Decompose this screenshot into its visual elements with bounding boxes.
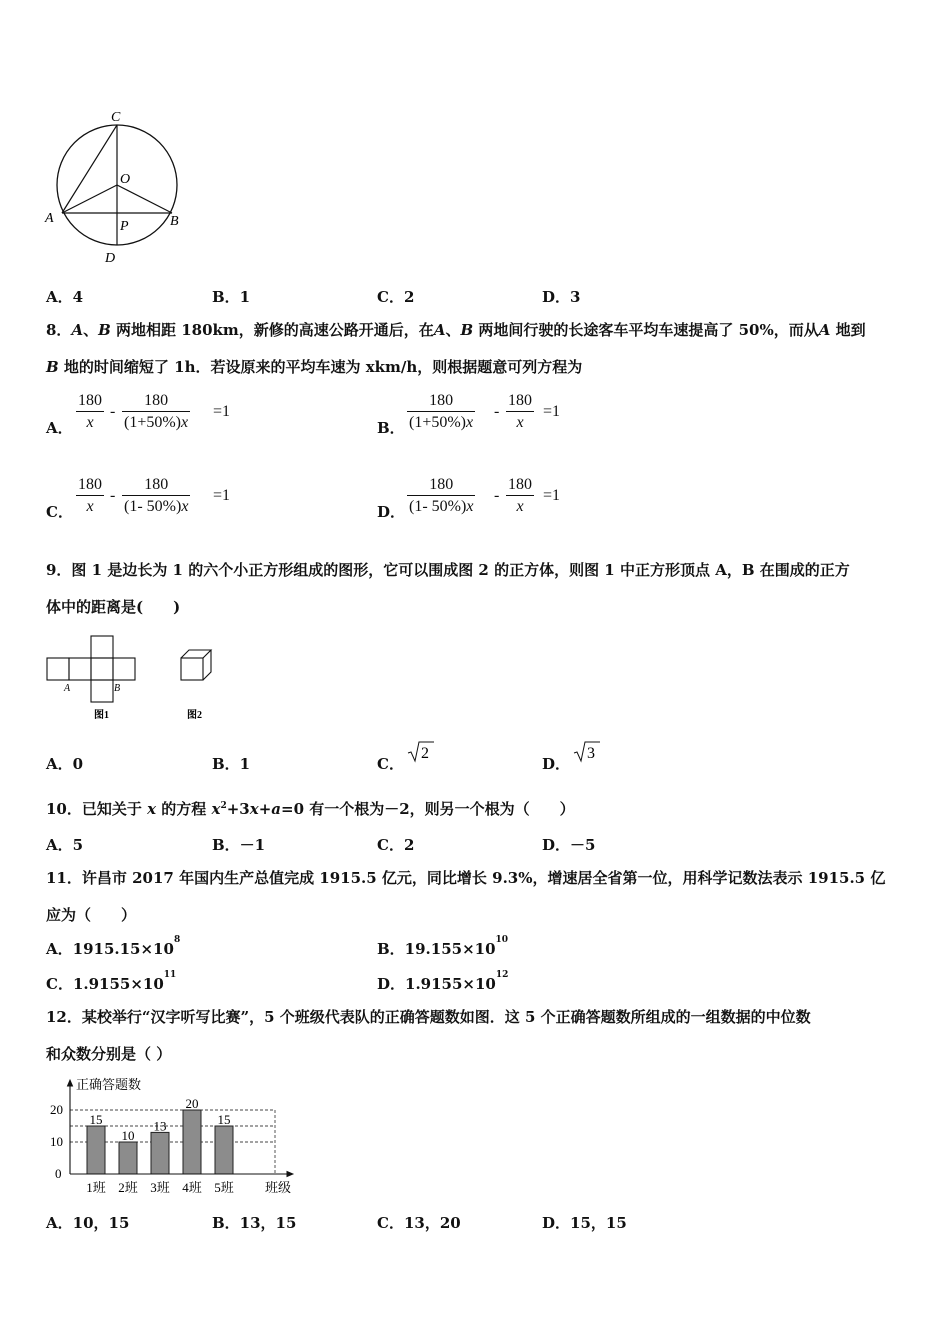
q8-b-frac2: $\frac{180}{x}$ <box>506 391 534 434</box>
q9-question-line1: 9．图 1 是边长为 1 的六个小正方形组成的图形，它可以围成图 2 的正方体，则图 1 中正方形顶点 A，B 在围成的正方 <box>46 561 850 579</box>
q8-c-frac2: $\frac{180}{(1- 50\%)x}$ <box>122 475 190 518</box>
q8-d-eq: =1 <box>543 487 561 504</box>
q11-option-a[interactable]: A．$1915.15\times 10^8$ <box>46 935 181 958</box>
svg-text:2: 2 <box>421 745 429 762</box>
q12-option-d[interactable]: D．15，15 <box>542 1214 627 1232</box>
bar-value-label: 15 <box>217 1112 231 1127</box>
q12-option-a[interactable]: A．10，15 <box>46 1214 130 1232</box>
bar-1 <box>87 1126 105 1174</box>
q7-option-b[interactable]: B．1 <box>212 288 251 306</box>
y-tick-10: 10 <box>50 1134 63 1149</box>
fig2-label: 图2 <box>187 710 202 721</box>
q8-d-minus: - <box>494 487 500 504</box>
q10-question: 10．已知关于 x 的方程 $x^2+3x+a=0$ 有一个根为－2，则另一个根为（ ） <box>46 800 575 818</box>
sqrt3 <box>572 740 602 764</box>
q9-option-b[interactable]: B．1 <box>212 755 251 773</box>
fig1-label: 图1 <box>94 710 109 721</box>
bar-4 <box>183 1110 201 1174</box>
bar-value-label: 20 <box>185 1096 199 1111</box>
label-c: C <box>111 110 121 125</box>
y-tick-0: 0 <box>55 1166 62 1181</box>
q11-option-c[interactable]: C．$1.9155\times 10^{11}$ <box>46 970 177 993</box>
q8-c-eq: =1 <box>213 487 231 504</box>
q12-question-line1: 12．某校举行“汉字听写比赛”，5 个班级代表队的正确答题数如图．这 5 个正确答题数所组成的一组数据的中位数 <box>46 1008 811 1026</box>
q9-option-d[interactable]: D． <box>542 755 571 773</box>
label-a: A <box>45 211 54 226</box>
q8-question-line1: 8．A、B 两地相距 180km，新修的高速公路开通后，在A、B 两地间行驶的长途客车平均车速提高了 50%，而从A 地到 <box>46 321 866 339</box>
q11-question-line1: 11．许昌市 2017 年国内生产总值完成 1915.5 亿元，同比增长 9.3%，增速居全省第一位，用科学记数法表示 1915.5 亿 <box>46 869 886 887</box>
q8-b-minus: - <box>494 403 500 420</box>
x-axis-label: 班级 <box>265 1180 292 1195</box>
net-point-a: A <box>64 683 71 694</box>
bar-value-label: 15 <box>89 1112 103 1127</box>
label-p: P <box>120 219 129 234</box>
q10-option-c[interactable]: C．2 <box>377 836 415 854</box>
x-tick-label: 5班 <box>214 1180 234 1195</box>
q8-a-frac1: $\frac{180}{x}$ <box>76 391 104 434</box>
q8-a-minus: - <box>110 403 116 420</box>
chart-ticks <box>50 1102 234 1195</box>
q8-b-eq: =1 <box>543 403 561 420</box>
label-b: B <box>170 214 179 229</box>
bar-3 <box>151 1132 169 1174</box>
q7-option-a[interactable]: A．4 <box>46 288 84 306</box>
q9-figures <box>44 632 234 724</box>
q8-option-d-letter[interactable]: D． <box>377 503 406 521</box>
x-tick-label: 3班 <box>150 1180 170 1195</box>
sqrt2 <box>406 740 436 764</box>
q8-d-frac1: $\frac{180}{(1- 50\%)x}$ <box>407 475 475 518</box>
q8-option-c-letter[interactable]: C． <box>46 503 73 521</box>
q8-c-frac1: $\frac{180}{x}$ <box>76 475 104 518</box>
bar-value-label: 13 <box>153 1118 167 1134</box>
q9-question-line2: 体中的距离是( ) <box>46 598 181 616</box>
q12-option-c[interactable]: C．13，20 <box>377 1214 461 1232</box>
segment-ob <box>117 185 172 213</box>
q12-option-b[interactable]: B．13，15 <box>212 1214 297 1232</box>
q11-option-b[interactable]: B．$19.155\times 10^{10}$ <box>377 935 509 958</box>
q9-option-a[interactable]: A．0 <box>46 755 84 773</box>
q8-question-line2: B 地的时间缩短了 1h．若设原来的平均车速为 xkm/h，则根据题意可列方程为 <box>46 358 583 376</box>
label-d: D <box>105 251 116 266</box>
q7-option-d[interactable]: D．3 <box>542 288 581 306</box>
q10-option-a[interactable]: A．5 <box>46 836 84 854</box>
q7-option-c[interactable]: C．2 <box>377 288 415 306</box>
y-tick-20: 20 <box>50 1102 63 1117</box>
x-tick-label: 4班 <box>182 1180 202 1195</box>
label-o: O <box>120 172 131 187</box>
cube-figure <box>181 650 211 680</box>
cube-net <box>47 636 135 702</box>
bar-value-label: 10 <box>121 1128 135 1143</box>
bar-2 <box>119 1142 137 1174</box>
q11-option-d[interactable]: D．$1.9155\times 10^{12}$ <box>377 970 509 993</box>
net-point-b: B <box>114 683 121 694</box>
q9-option-c[interactable]: C． <box>377 755 404 773</box>
x-tick-label: 2班 <box>118 1180 138 1195</box>
y-axis-label: 正确答题数 <box>76 1077 142 1092</box>
segment-ac <box>62 125 117 213</box>
q8-option-a-letter[interactable]: A． <box>46 419 73 437</box>
svg-text:3: 3 <box>587 745 595 762</box>
x-tick-label: 1班 <box>86 1180 106 1195</box>
q11-question-line2: 应为（ ） <box>46 906 137 924</box>
bar-chart <box>40 1072 305 1202</box>
q8-d-frac2: $\frac{180}{x}$ <box>506 475 534 518</box>
q12-question-line2: 和众数分别是（ ） <box>46 1045 172 1063</box>
q8-a-eq: =1 <box>213 403 231 420</box>
q8-a-frac2: $\frac{180}{(1+50\%)x}$ <box>122 391 190 434</box>
chart-bars <box>87 1096 233 1174</box>
q8-b-frac1: $\frac{180}{(1+50\%)x}$ <box>407 391 475 434</box>
q8-option-b-letter[interactable]: B． <box>377 419 405 437</box>
q10-option-b[interactable]: B．－1 <box>212 836 266 854</box>
q8-c-minus: - <box>110 487 116 504</box>
bar-5 <box>215 1126 233 1174</box>
circle-figure <box>40 105 200 270</box>
q10-option-d[interactable]: D．－5 <box>542 836 596 854</box>
